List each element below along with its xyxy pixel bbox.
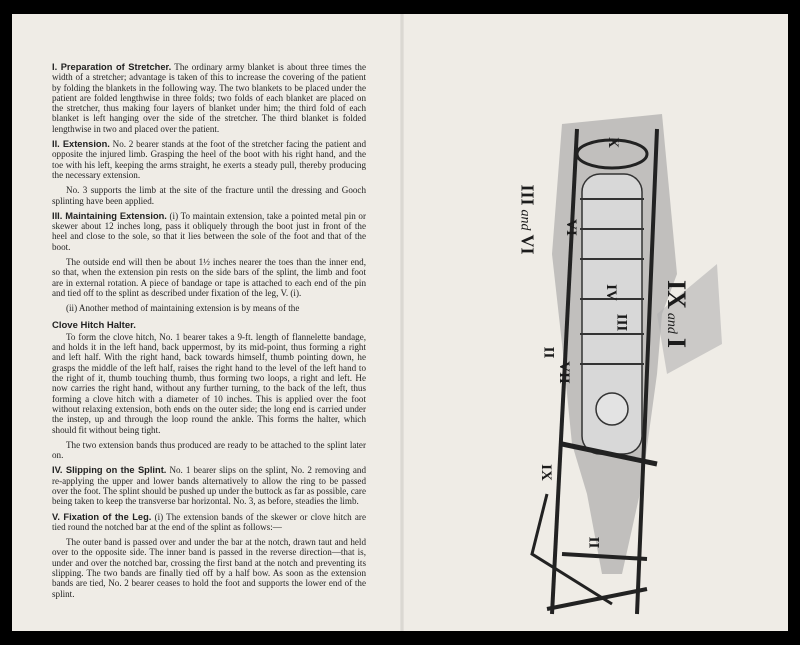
patient-head xyxy=(596,393,628,425)
marker-iii: III xyxy=(613,313,630,332)
section-4-heading: IV. Slipping on the Splint. xyxy=(52,465,167,476)
side-label-left: III xyxy=(517,184,538,206)
section-5-heading: V. Fixation of the Leg. xyxy=(52,511,152,522)
marker-vii: VII xyxy=(555,361,572,384)
side-label xyxy=(517,184,538,254)
section-2 xyxy=(52,139,366,180)
side-label-right: VI xyxy=(517,234,538,255)
section-2-heading: II. Extension. xyxy=(52,139,110,150)
section-2-body: No. 2 bearer stands at the foot of the stretcher facing the patient and opposite the injured limb. Grasping the heel of the boot with his right hand, and the toe with his left, keeping the arms straight, he exerts a steady pull, thereby producing the necessary extension. xyxy=(52,139,367,180)
section-3-heading: III. Maintaining Extension. xyxy=(52,210,167,221)
section-1-body: The ordinary army blanket is about three times the width of a stretcher; advantage is taken of this to increase the covering of the patient by folding the blankets in the following way. The two blankets to be placed under the patient are folded lengthwise in three folds; two folds of each blanket are placed on the stretcher, thus making four layers of blanket under him; the third fold of each blanket is left hanging over the side of the stretcher. The third blanket is folded lengthwise in two and placed over the patient. xyxy=(52,62,366,134)
marker-x-top: X xyxy=(604,137,621,148)
marker-ii-bottom: II xyxy=(585,536,602,549)
figure-caption xyxy=(661,280,691,348)
side-label-and: and xyxy=(517,209,533,231)
document-spread xyxy=(12,14,788,631)
marker-ii: II xyxy=(540,346,557,359)
page-fold xyxy=(400,14,404,631)
clove-hitch-body-2: The two extension bands thus produced are ready to be attached to the splint later on. xyxy=(52,439,366,461)
caption-small: I xyxy=(662,337,692,349)
clove-hitch-body: To form the clove hitch, No. 1 bearer takes a 9-ft. length of flannelette bandage, and holds it in the left hand, back uppermost, by its mid-point, thus forming a right and left half. With the right hand, back towards himself, thumb pointing down, he grasps the middle of the left half, raises the right hand to the level of the left hand to the right of it, thumb touching thumb, thus forming two loops, a right and left. He now carries the right hand, without any further turning, to the back of the left, thus forming a clove hitch with a diameter of 10 inches. This is applied over the foot without relaxing extension, both ends on the outer side; the long end is carried under the instep, up and through the loop round the ankle. This forms the halter, which should fit without being tight. xyxy=(52,331,366,435)
marker-iv: IV xyxy=(602,284,619,301)
section-2-para-2: No. 3 supports the limb at the site of the fracture until the dressing and Gooch splinting have been applied. xyxy=(52,185,366,206)
section-5 xyxy=(52,512,366,533)
caption-and: and xyxy=(664,312,680,334)
section-3-body: (i) To maintain extension, take a pointed metal pin or skewer about 12 inches long, pass it obliquely through the boot just in front of the heel and close to the sole, so that it lies between the sole of the foot and that of the boot. xyxy=(52,210,366,252)
section-4-body: No. 1 bearer slips on the splint, No. 2 removing and re-applying the upper and lower bands alternatively to allow the ring to be passed over the foot. The splint should be pushed up under the buttock as far as possible, care being taken to keep the transverse bar horizontal. No. 3, as before, steadies the limb. xyxy=(52,465,366,507)
marker-ix: IX xyxy=(537,464,554,481)
section-5-para-2: The outer band is passed over and under the bar at the notch, drawn taut and held over to the opposite side. The inner band is passed in the reverse direction—that is, under and over the notched bar, crossing the first band at the notch and preventing its slipping. The two bands are finally tied off by a half bow. As soon as the extension bands are tied, No. 2 bearer ceases to hold the foot and supports the lower end of the splint. xyxy=(52,537,366,599)
section-4 xyxy=(52,465,366,506)
stretcher-lower-bar xyxy=(562,554,647,559)
section-3-para-3: (ii) Another method of maintaining extension is by means of the xyxy=(66,303,300,314)
section-1-heading: I. Preparation of Stretcher. xyxy=(52,62,172,72)
section-3 xyxy=(52,211,366,252)
stretcher-foot-bar xyxy=(547,589,647,609)
clove-hitch-heading: Clove Hitch Halter. xyxy=(52,319,136,331)
marker-vi: VI xyxy=(562,219,579,236)
section-5-body: (i) The extension bands of the skewer or clove hitch are tied round the notched bar at the end of the splint as follows:— xyxy=(52,511,366,532)
section-3-para-2: The outside end will then be about 1½ inches nearer the toes than the inner end, so that, when the extension pin rests on the side bars of the splint, the limb and foot are in external rotation. A piece of bandage or tape is attached to each end of the pin and tied off to the splint as described under fixation of the leg, V. (i). xyxy=(52,257,366,298)
right-page xyxy=(412,14,788,631)
left-page xyxy=(52,62,366,604)
section-1 xyxy=(52,62,366,134)
caption-big: IX xyxy=(662,279,692,309)
